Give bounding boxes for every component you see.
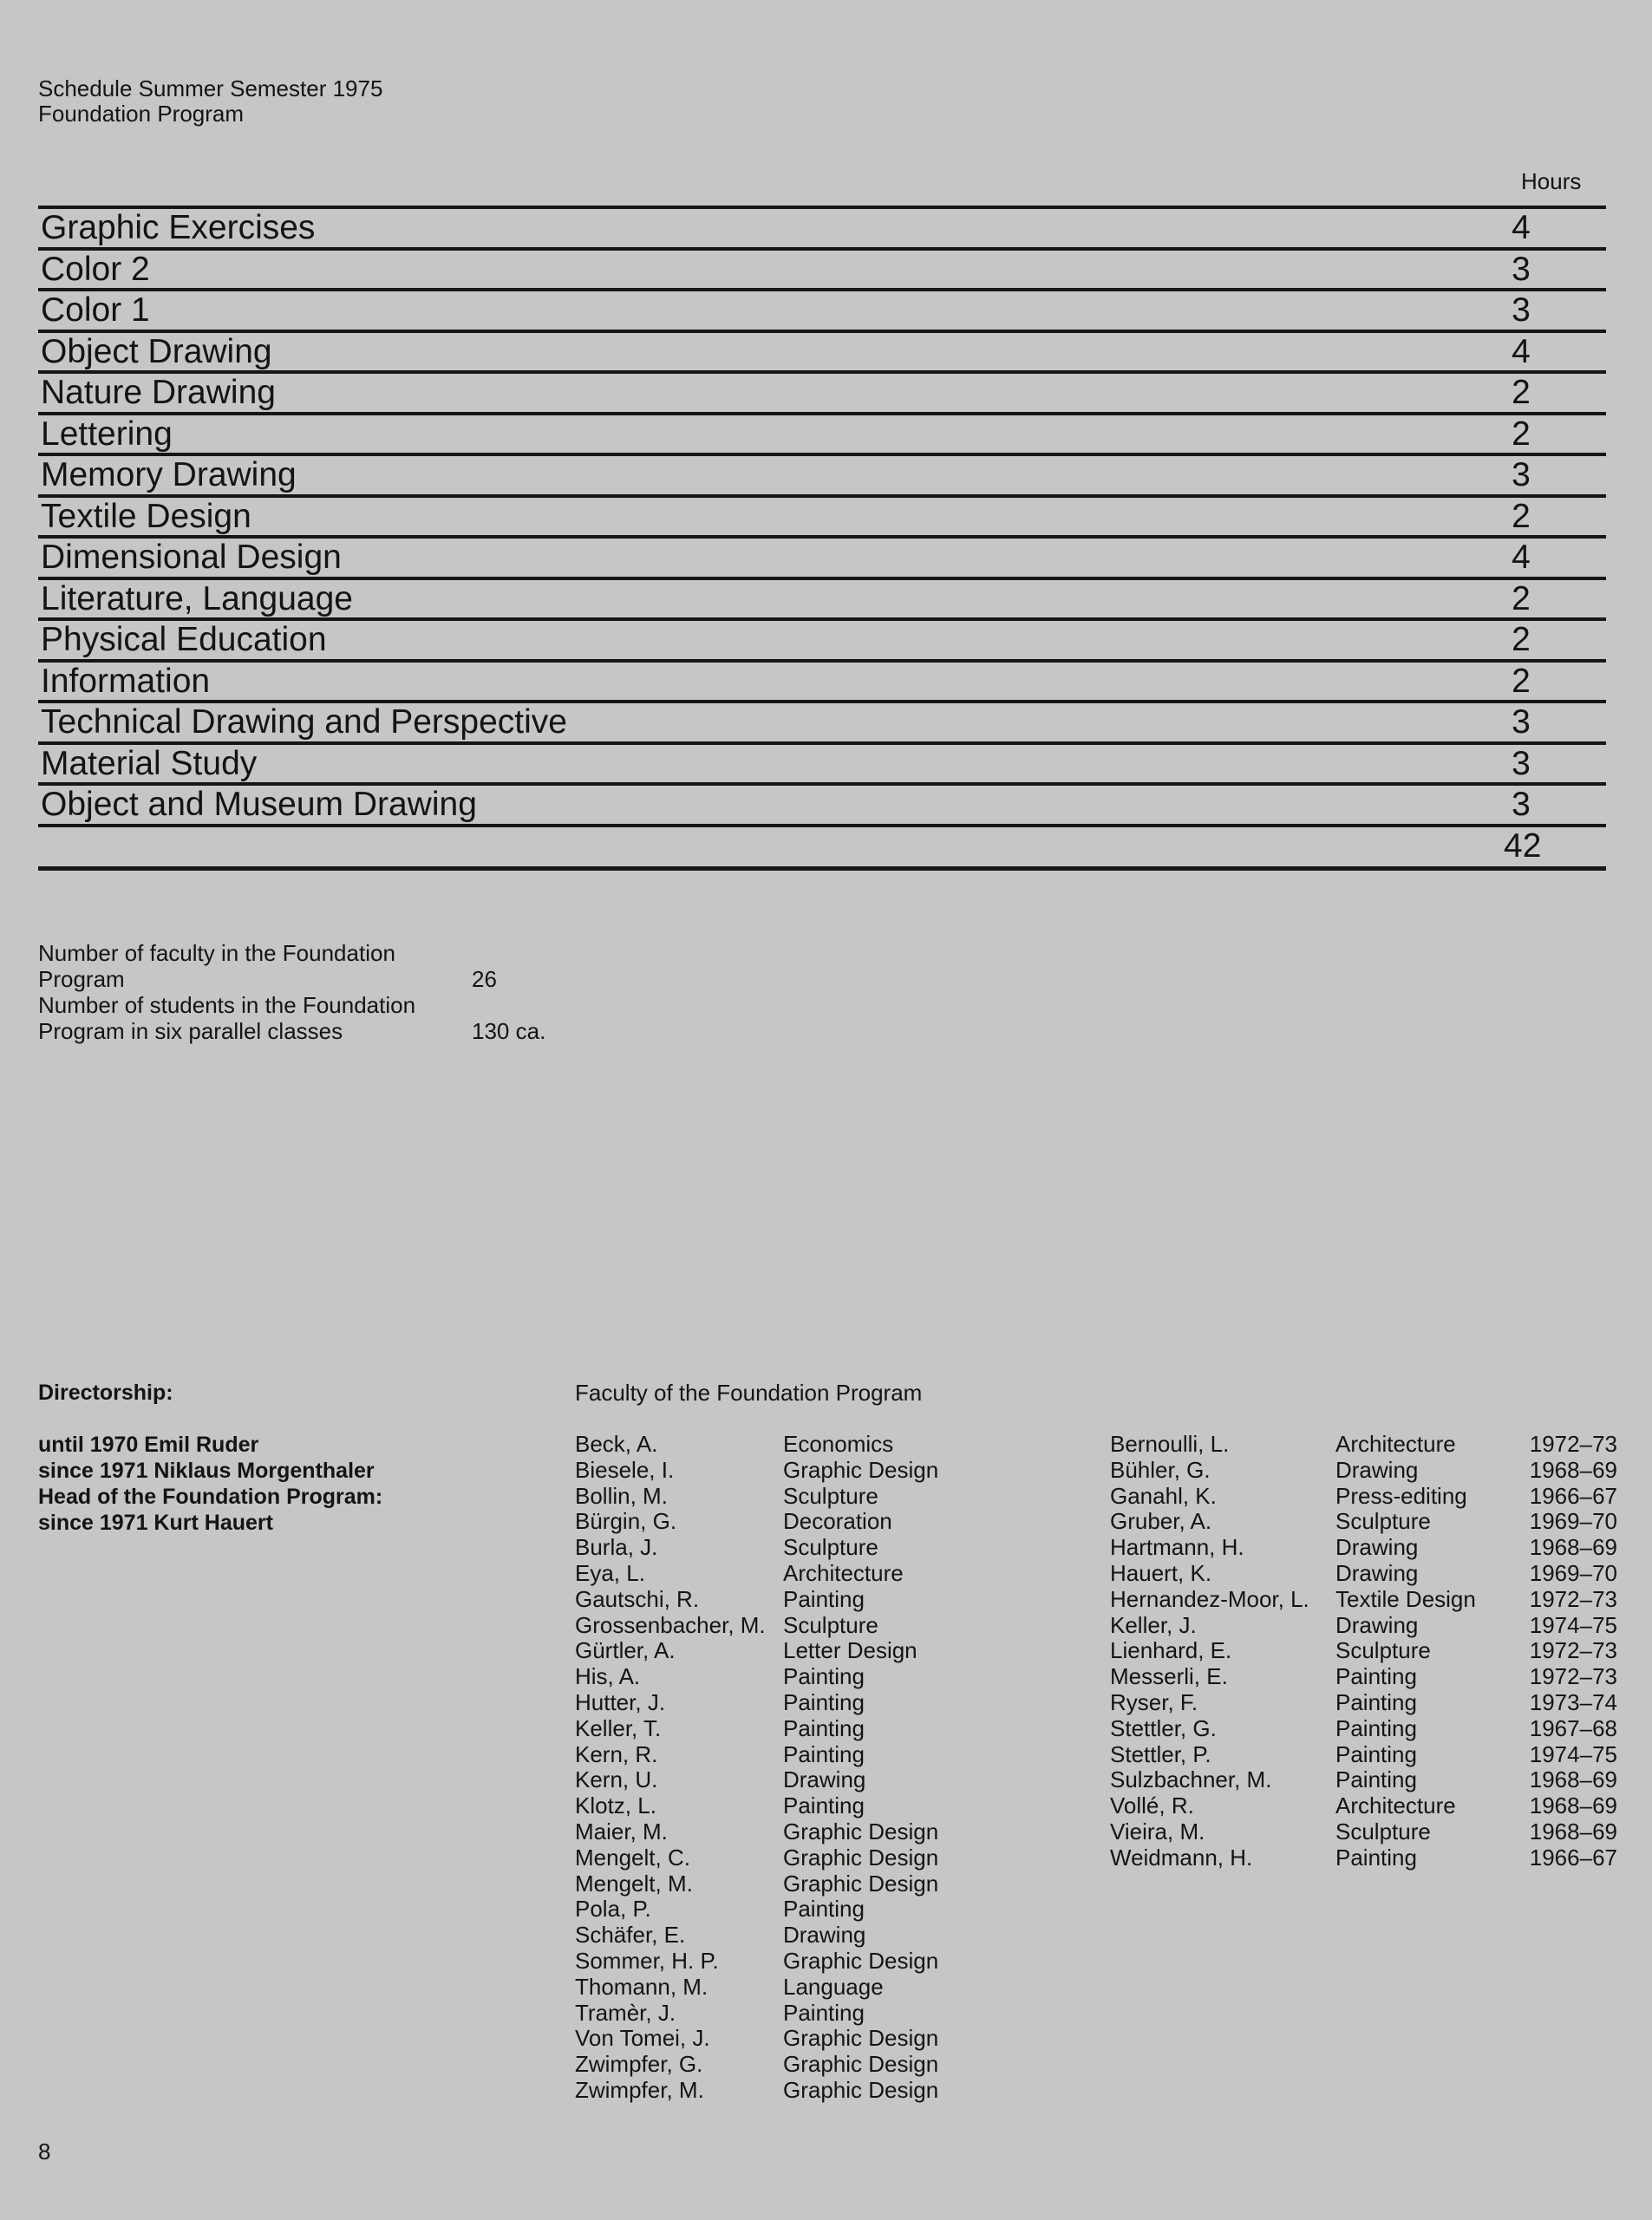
faculty-row bbox=[575, 2052, 938, 2078]
faculty-dept: Graphic Design bbox=[783, 2051, 939, 2078]
total-row bbox=[38, 824, 1606, 871]
course-row bbox=[38, 617, 1606, 659]
faculty-dept: Decoration bbox=[783, 1508, 892, 1535]
faculty-row bbox=[575, 1638, 938, 1664]
faculty-row bbox=[575, 2026, 938, 2052]
faculty-row bbox=[575, 1509, 938, 1535]
faculty-name: Keller, T. bbox=[575, 1714, 662, 1741]
faculty-name: Zwimpfer, M. bbox=[575, 2076, 704, 2103]
course-row bbox=[38, 288, 1606, 330]
former-faculty-row bbox=[1110, 1638, 1617, 1664]
faculty-dept: Sculpture bbox=[1335, 1818, 1431, 1845]
course-row bbox=[38, 494, 1606, 536]
faculty-years: 1968–69 bbox=[1529, 1766, 1617, 1793]
stat-value: 26 bbox=[472, 966, 497, 992]
faculty-name: Messerli, E. bbox=[1110, 1663, 1228, 1690]
page-header bbox=[38, 76, 382, 127]
faculty-row bbox=[575, 1484, 938, 1510]
faculty-dept: Sculpture bbox=[783, 1482, 878, 1509]
faculty-years: 1968–69 bbox=[1529, 1534, 1617, 1561]
faculty-name: Hernandez-Moor, L. bbox=[1110, 1585, 1309, 1612]
faculty-name: Maier, M. bbox=[575, 1818, 668, 1845]
faculty-row bbox=[575, 1535, 938, 1561]
course-name: Color 1 bbox=[41, 291, 150, 329]
faculty-years: 1968–69 bbox=[1529, 1792, 1617, 1819]
course-row bbox=[38, 247, 1606, 289]
directorship-line: Head of the Foundation Program: bbox=[38, 1485, 383, 1509]
total-hours: 42 bbox=[1504, 826, 1542, 865]
former-faculty-row bbox=[1110, 1845, 1617, 1871]
stat-value: 130 ca. bbox=[472, 1018, 546, 1044]
faculty-years: 1974–75 bbox=[1529, 1611, 1617, 1638]
faculty-dept: Graphic Design bbox=[783, 2076, 939, 2103]
course-row bbox=[38, 412, 1606, 454]
course-name: Physical Education bbox=[41, 621, 327, 658]
directorship-line: since 1971 Kurt Hauert bbox=[38, 1511, 273, 1535]
faculty-name: Stettler, G. bbox=[1110, 1714, 1217, 1741]
former-faculty-row bbox=[1110, 1742, 1617, 1768]
faculty-dept: Language bbox=[783, 1973, 884, 2000]
course-row bbox=[38, 535, 1606, 577]
former-faculty-row bbox=[1110, 1432, 1617, 1458]
course-name: Object Drawing bbox=[41, 332, 272, 370]
faculty-dept: Architecture bbox=[783, 1559, 904, 1586]
faculty-row bbox=[575, 1923, 938, 1949]
stat-faculty bbox=[38, 940, 558, 992]
course-row bbox=[38, 741, 1606, 783]
former-faculty-row bbox=[1110, 1690, 1617, 1716]
faculty-dept: Textile Design bbox=[1335, 1585, 1476, 1612]
faculty-name: Klotz, L. bbox=[575, 1792, 656, 1819]
former-faculty-row bbox=[1110, 1767, 1617, 1793]
faculty-former-list bbox=[1110, 1432, 1617, 1871]
former-faculty-row bbox=[1110, 1716, 1617, 1742]
faculty-dept: Sculpture bbox=[1335, 1508, 1431, 1535]
faculty-row bbox=[575, 1432, 938, 1458]
course-row bbox=[38, 370, 1606, 412]
course-hours: 2 bbox=[1512, 497, 1531, 535]
faculty-name: Weidmann, H. bbox=[1110, 1844, 1253, 1871]
former-faculty-row bbox=[1110, 1509, 1617, 1535]
course-row bbox=[38, 700, 1606, 741]
faculty-dept: Graphic Design bbox=[783, 1844, 939, 1871]
course-row bbox=[38, 782, 1606, 824]
faculty-dept: Graphic Design bbox=[783, 1456, 939, 1483]
faculty-name: Sommer, H. P. bbox=[575, 1947, 719, 1974]
faculty-dept: Drawing bbox=[783, 1922, 866, 1949]
faculty-row bbox=[575, 1716, 938, 1742]
course-hours: 2 bbox=[1512, 662, 1531, 700]
faculty-row bbox=[575, 1871, 938, 1897]
faculty-years: 1972–73 bbox=[1529, 1431, 1617, 1457]
course-name: Nature Drawing bbox=[41, 374, 276, 411]
faculty-years: 1968–69 bbox=[1529, 1818, 1617, 1845]
course-hours: 4 bbox=[1512, 209, 1531, 246]
faculty-years: 1966–67 bbox=[1529, 1844, 1617, 1871]
faculty-dept: Painting bbox=[783, 1999, 865, 2026]
faculty-dept: Drawing bbox=[1335, 1611, 1419, 1638]
former-faculty-row bbox=[1110, 1458, 1617, 1484]
former-faculty-row bbox=[1110, 1664, 1617, 1690]
course-hours: 2 bbox=[1512, 621, 1531, 658]
course-hours: 4 bbox=[1512, 539, 1531, 576]
faculty-name: Bollin, M. bbox=[575, 1482, 668, 1509]
faculty-years: 1972–73 bbox=[1529, 1663, 1617, 1690]
former-faculty-row bbox=[1110, 1561, 1617, 1587]
faculty-name: Gürtler, A. bbox=[575, 1637, 676, 1664]
faculty-dept: Painting bbox=[783, 1663, 865, 1690]
course-hours: 3 bbox=[1512, 703, 1531, 741]
directorship-title: Directorship: bbox=[38, 1381, 173, 1405]
faculty-dept: Painting bbox=[1335, 1663, 1417, 1690]
faculty-name: Mengelt, C. bbox=[575, 1844, 690, 1871]
faculty-current-list bbox=[575, 1432, 938, 2104]
faculty-name: Kern, R. bbox=[575, 1740, 658, 1767]
program-stats bbox=[38, 940, 558, 1044]
faculty-name: Keller, J. bbox=[1110, 1611, 1197, 1638]
faculty-row bbox=[575, 1845, 938, 1871]
faculty-name: Ganahl, K. bbox=[1110, 1482, 1217, 1509]
header-subtitle: Foundation Program bbox=[38, 101, 245, 127]
former-faculty-row bbox=[1110, 1613, 1617, 1639]
faculty-name: Von Tomei, J. bbox=[575, 2025, 710, 2052]
faculty-row bbox=[575, 1975, 938, 2001]
course-name: Information bbox=[41, 662, 211, 700]
faculty-dept: Graphic Design bbox=[783, 1818, 939, 1845]
course-name: Literature, Language bbox=[41, 579, 353, 617]
faculty-dept: Graphic Design bbox=[783, 2025, 939, 2052]
course-hours: 3 bbox=[1512, 744, 1531, 782]
faculty-years: 1974–75 bbox=[1529, 1740, 1617, 1767]
faculty-row bbox=[575, 1690, 938, 1716]
directorship-line: since 1971 Niklaus Morgenthaler bbox=[38, 1459, 375, 1483]
faculty-dept: Graphic Design bbox=[783, 1947, 939, 1974]
faculty-years: 1972–73 bbox=[1529, 1637, 1617, 1664]
stat-label: Number of students in the Foundation Program in six parallel classes bbox=[38, 992, 416, 1044]
stat-students bbox=[38, 992, 558, 1044]
course-name: Color 2 bbox=[41, 250, 150, 288]
faculty-dept: Drawing bbox=[1335, 1456, 1419, 1483]
faculty-name: Pola, P. bbox=[575, 1896, 651, 1923]
course-hours: 3 bbox=[1512, 250, 1531, 288]
course-hours: 4 bbox=[1512, 332, 1531, 370]
faculty-name: Biesele, I. bbox=[575, 1456, 675, 1483]
directorship bbox=[38, 1380, 382, 1536]
faculty-name: Eya, L. bbox=[575, 1559, 645, 1586]
course-row bbox=[38, 206, 1606, 247]
course-hours: 3 bbox=[1512, 291, 1531, 329]
former-faculty-row bbox=[1110, 1535, 1617, 1561]
faculty-name: Ryser, F. bbox=[1110, 1688, 1198, 1715]
faculty-name: Hutter, J. bbox=[575, 1688, 666, 1715]
course-name: Lettering bbox=[41, 415, 173, 453]
course-name: Textile Design bbox=[41, 497, 251, 535]
course-row bbox=[38, 659, 1606, 701]
faculty-row bbox=[575, 2078, 938, 2104]
former-faculty-row bbox=[1110, 1484, 1617, 1510]
faculty-row bbox=[575, 1949, 938, 1975]
course-hours: 3 bbox=[1512, 456, 1531, 493]
faculty-name: Vollé, R. bbox=[1110, 1792, 1194, 1819]
faculty-dept: Painting bbox=[1335, 1714, 1417, 1741]
faculty-name: Kern, U. bbox=[575, 1766, 658, 1793]
faculty-name: Lienhard, E. bbox=[1110, 1637, 1232, 1664]
faculty-name: Bürgin, G. bbox=[575, 1508, 677, 1535]
course-name: Graphic Exercises bbox=[41, 209, 316, 246]
schedule-table bbox=[38, 206, 1606, 871]
page-number: 8 bbox=[38, 2138, 51, 2164]
faculty-name: Zwimpfer, G. bbox=[575, 2051, 703, 2078]
faculty-dept: Architecture bbox=[1335, 1431, 1456, 1457]
faculty-name: Thomann, M. bbox=[575, 1973, 708, 2000]
faculty-dept: Painting bbox=[1335, 1688, 1417, 1715]
faculty-years: 1967–68 bbox=[1529, 1714, 1617, 1741]
course-row bbox=[38, 330, 1606, 371]
faculty-name: Schäfer, E. bbox=[575, 1922, 686, 1949]
faculty-name: Burla, J. bbox=[575, 1534, 658, 1561]
faculty-dept: Sculpture bbox=[1335, 1637, 1431, 1664]
course-name: Technical Drawing and Perspective bbox=[41, 703, 567, 741]
faculty-dept: Painting bbox=[783, 1740, 865, 1767]
faculty-years: 1969–70 bbox=[1529, 1508, 1617, 1535]
faculty-row bbox=[575, 1767, 938, 1793]
faculty-row bbox=[575, 1561, 938, 1587]
faculty-dept: Economics bbox=[783, 1431, 894, 1457]
faculty-dept: Sculpture bbox=[783, 1534, 878, 1561]
former-faculty-row bbox=[1110, 1587, 1617, 1613]
faculty-dept: Painting bbox=[783, 1792, 865, 1819]
faculty-row bbox=[575, 1587, 938, 1613]
faculty-name: Grossenbacher, M. bbox=[575, 1611, 766, 1638]
faculty-dept: Letter Design bbox=[783, 1637, 917, 1664]
course-name: Dimensional Design bbox=[41, 539, 342, 576]
faculty-name: His, A. bbox=[575, 1663, 641, 1690]
header-title: Schedule Summer Semester 1975 bbox=[38, 75, 383, 101]
course-row bbox=[38, 577, 1606, 618]
faculty-name: Vieira, M. bbox=[1110, 1818, 1205, 1845]
course-hours: 2 bbox=[1512, 415, 1531, 453]
faculty-dept: Drawing bbox=[1335, 1559, 1419, 1586]
faculty-years: 1969–70 bbox=[1529, 1559, 1617, 1586]
faculty-dept: Architecture bbox=[1335, 1792, 1456, 1819]
directorship-line: until 1970 Emil Ruder bbox=[38, 1433, 259, 1457]
former-faculty-row bbox=[1110, 1819, 1617, 1845]
faculty-name: Beck, A. bbox=[575, 1431, 658, 1457]
faculty-row bbox=[575, 1613, 938, 1639]
faculty-dept: Painting bbox=[1335, 1740, 1417, 1767]
faculty-title: Faculty of the Foundation Program bbox=[575, 1380, 923, 1406]
course-name: Material Study bbox=[41, 744, 258, 782]
faculty-name: Stettler, P. bbox=[1110, 1740, 1211, 1767]
faculty-name: Tramèr, J. bbox=[575, 1999, 676, 2026]
faculty-row bbox=[575, 1819, 938, 1845]
faculty-row bbox=[575, 1897, 938, 1923]
faculty-dept: Painting bbox=[783, 1714, 865, 1741]
course-list bbox=[38, 206, 1606, 824]
faculty-dept: Painting bbox=[783, 1688, 865, 1715]
stat-label: Number of faculty in the Foundation Program bbox=[38, 940, 395, 992]
faculty-dept: Graphic Design bbox=[783, 1870, 939, 1897]
faculty-name: Gautschi, R. bbox=[575, 1585, 700, 1612]
faculty-dept: Painting bbox=[783, 1585, 865, 1612]
faculty-row bbox=[575, 2001, 938, 2027]
faculty-dept: Drawing bbox=[1335, 1534, 1419, 1561]
faculty-dept: Sculpture bbox=[783, 1611, 878, 1638]
faculty-dept: Painting bbox=[783, 1896, 865, 1923]
former-faculty-row bbox=[1110, 1793, 1617, 1819]
course-row bbox=[38, 453, 1606, 494]
faculty-name: Sulzbachner, M. bbox=[1110, 1766, 1272, 1793]
faculty-name: Mengelt, M. bbox=[575, 1870, 693, 1897]
faculty-row bbox=[575, 1793, 938, 1819]
hours-column-label: Hours bbox=[1521, 168, 1582, 194]
course-hours: 2 bbox=[1512, 579, 1531, 617]
course-hours: 3 bbox=[1512, 786, 1531, 823]
faculty-years: 1973–74 bbox=[1529, 1688, 1617, 1715]
faculty-name: Hartmann, H. bbox=[1110, 1534, 1244, 1561]
faculty-years: 1972–73 bbox=[1529, 1585, 1617, 1612]
faculty-dept: Press-editing bbox=[1335, 1482, 1467, 1509]
faculty-years: 1968–69 bbox=[1529, 1456, 1617, 1483]
faculty-name: Gruber, A. bbox=[1110, 1508, 1212, 1535]
faculty-row bbox=[575, 1664, 938, 1690]
faculty-name: Bernoulli, L. bbox=[1110, 1431, 1230, 1457]
faculty-row bbox=[575, 1742, 938, 1768]
course-name: Memory Drawing bbox=[41, 456, 297, 493]
course-hours: 2 bbox=[1512, 374, 1531, 411]
faculty-dept: Drawing bbox=[783, 1766, 866, 1793]
faculty-name: Hauert, K. bbox=[1110, 1559, 1212, 1586]
faculty-name: Bühler, G. bbox=[1110, 1456, 1211, 1483]
faculty-dept: Painting bbox=[1335, 1844, 1417, 1871]
faculty-years: 1966–67 bbox=[1529, 1482, 1617, 1509]
faculty-row bbox=[575, 1458, 938, 1484]
course-name: Object and Museum Drawing bbox=[41, 786, 477, 823]
faculty-dept: Painting bbox=[1335, 1766, 1417, 1793]
